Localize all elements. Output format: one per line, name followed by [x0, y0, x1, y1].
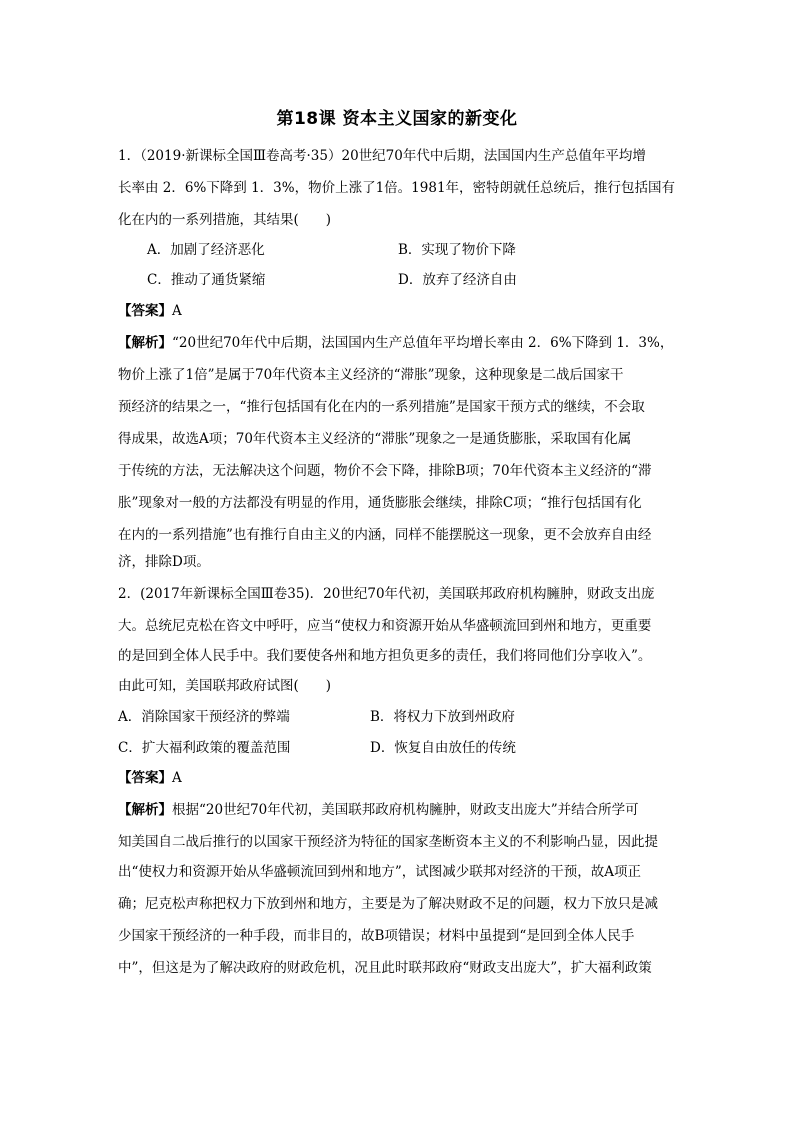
page-title: 第18课 资本主义国家的新变化 [276, 109, 518, 129]
q2-analysis-line-6: 中”，但这是为了解决政府的财政危机，况且此时联邦政府“财政支出庞大”，扩大福利政策 [118, 960, 652, 976]
q1-option-c: C．推动了通货紧缩 [147, 272, 266, 288]
q2-analysis-line-2: 知美国自二战后推行的以国家干预经济为特征的国家垄断资本主义的不利影响凸显，因此提 [118, 834, 658, 850]
q1-analysis-line-8: 济，排除D项。 [118, 554, 210, 570]
q1-option-a: A．加剧了经济恶化 [147, 242, 265, 258]
q1-stem-line-1: 1．（2019·新课标全国Ⅲ卷高考·35）20世纪70年代中后期，法国国内生产总值年平均增 [118, 148, 646, 164]
q1-analysis-line-6: 胀”现象对一般的方法都没有明显的作用，通货膨胀会继续，排除C项；“推行包括国有化 [118, 495, 642, 511]
q2-analysis-line-1 [118, 800, 639, 820]
q1-analysis-line-1 [118, 333, 673, 353]
q2-analysis-line-4: 确；尼克松声称把权力下放到州和地方，主要是为了解决财政不足的问题，权力下放只是减 [118, 896, 658, 912]
q2-stem-line-1: 2．(2017年新课标全国Ⅲ卷35)．20世纪70年代初，美国联邦政府机构臃肿，财政支出庞 [118, 586, 655, 602]
q1-analysis-line-2: 物价上涨了1倍”是属于70年代资本主义经济的“滞胀”现象，这种现象是二战后国家干 [118, 367, 624, 383]
q1-option-d: D．放弃了经济自由 [398, 272, 517, 288]
q1-analysis-line-7: 在内的一系列措施”也有推行自由主义的内涵，同样不能摆脱这一现象，更不会放弃自由经 [118, 527, 652, 543]
q2-answer-label: 【答案】 [118, 770, 172, 786]
q2-analysis-line-3: 出“使权力和资源开始从华盛顿流回到州和地方”，试图减少联邦对经济的干预，故A项正 [118, 864, 642, 880]
q1-analysis-line-5: 于传统的方法，无法解决这个问题，物价不会下降，排除B项；70年代资本主义经济的“滞 [118, 463, 652, 479]
q2-answer [118, 768, 182, 788]
q1-analysis-text-1: “20世纪70年代中后期，法国国内生产总值年平均增长率由 2．6%下降到 1．3%， [172, 335, 674, 351]
q1-answer-value: A [172, 303, 182, 319]
q2-stem-line-4: 由此可知，美国联邦政府试图( ) [118, 678, 332, 694]
q1-answer [118, 301, 182, 321]
q2-analysis-line-5: 少国家干预经济的一种手段，而非目的，故B项错误；材料中虽提到“是回到全体人民手 [118, 928, 635, 944]
q1-analysis-line-4: 得成果，故选A项；70年代资本主义经济的“滞胀”现象之一是通货膨胀，采取国有化属 [118, 431, 632, 447]
q1-analysis-label: 【解析】 [118, 335, 172, 351]
q2-answer-value: A [172, 770, 182, 786]
q2-option-a: A．消除国家干预经济的弊端 [118, 709, 290, 725]
q2-stem-line-3: 的是回到全体人民手中。我们要使各州和地方担负更多的责任，我们将同他们分享收入”。 [118, 648, 652, 664]
q2-analysis-text-1: 根据“20世纪70年代初，美国联邦政府机构臃肿，财政支出庞大”并结合所学可 [172, 802, 639, 818]
q2-option-d: D．恢复自由放任的传统 [370, 740, 516, 756]
q2-analysis-label: 【解析】 [118, 802, 172, 818]
q1-stem-line-2: 长率由 2．6%下降到 1．3%，物价上涨了1倍。1981年，密特朗就任总统后，推行包括国有 [118, 180, 676, 196]
q1-stem-line-3: 化在内的一系列措施，其结果( ) [118, 212, 332, 228]
q2-stem-line-2: 大。总统尼克松在咨文中呼吁，应当“使权力和资源开始从华盛顿流回到州和地方，更重要 [118, 618, 652, 634]
q2-option-b: B．将权力下放到州政府 [370, 709, 515, 725]
q2-option-c: C．扩大福利政策的覆盖范围 [118, 740, 291, 756]
q1-option-b: B．实现了物价下降 [398, 242, 516, 258]
q1-analysis-line-3: 预经济的结果之一，“推行包括国有化在内的一系列措施”是国家干预方式的继续，不会取 [118, 399, 645, 415]
q1-answer-label: 【答案】 [118, 303, 172, 319]
